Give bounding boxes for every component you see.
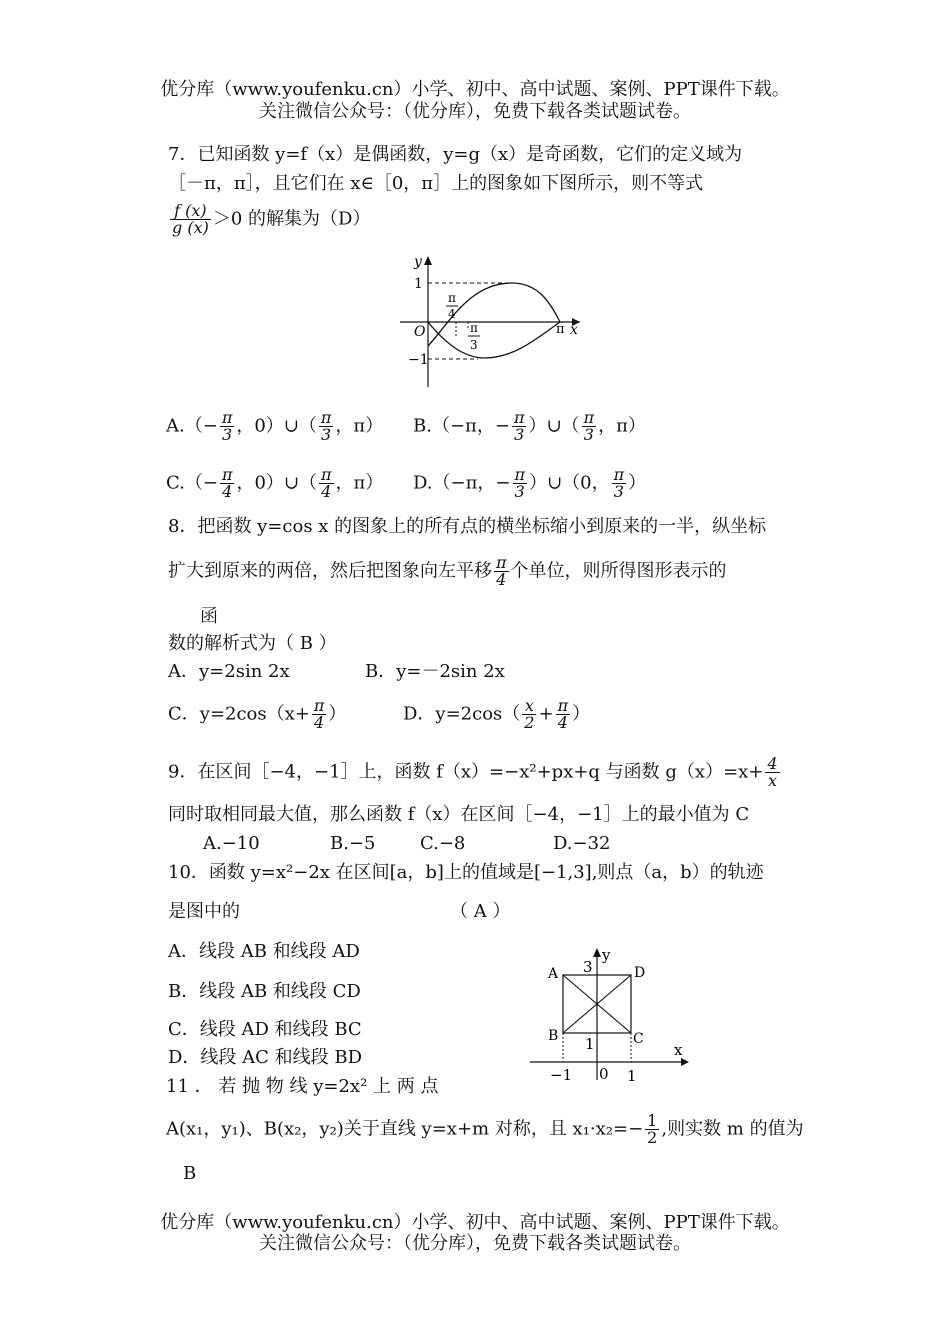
q7-function-graph xyxy=(390,252,590,392)
graph-neg-one-label: −1 xyxy=(408,352,429,368)
q9-option-a: A.−10 xyxy=(203,833,260,854)
q10-square-graph xyxy=(525,945,695,1085)
curve-f xyxy=(428,322,560,358)
sq-one-x-label: 1 xyxy=(627,1067,637,1085)
header-line-1: 优分库（www.youfenku.cn）小学、初中、高中试题、案例、PPT课件下载。 xyxy=(160,79,790,100)
q10-option-b: B．线段 AB 和线段 CD xyxy=(168,981,361,1002)
sq-neg-one-label: −1 xyxy=(550,1066,573,1084)
q10-option-a: A．线段 AB 和线段 AD xyxy=(168,941,360,962)
q7-option-d: D.（−π，− $\frac{\pi}{3}$ ）∪（0， $\frac{\pi}{3}$ ） xyxy=(413,465,647,501)
graph-pi-label: π xyxy=(556,322,565,337)
q7-fraction: $\frac{f (x)}{g (x)}$ xyxy=(172,201,209,237)
footer-line-1: 优分库（www.youfenku.cn）小学、初中、高中试题、案例、PPT课件下载。 xyxy=(160,1212,790,1233)
sq-one-label: 1 xyxy=(585,1035,595,1053)
q8-line-1: 8．把函数 y=cos x 的图象上的所有点的横坐标缩小到原来的一半，纵坐标 xyxy=(168,516,767,537)
q10-line-1: 10．函数 y=x²−2x 在区间[a，b]上的值域是[−1,3],则点（a，b）的轨迹 xyxy=(168,862,764,883)
sq-zero-label: 0 xyxy=(599,1065,609,1083)
q10-answer: （ A ） xyxy=(450,901,511,922)
q9-option-c: C.−8 xyxy=(420,833,466,854)
q11-line-1: 11 ． 若 抛 物 线 y=2x² 上 两 点 xyxy=(166,1076,439,1097)
graph-pi4-den: 4 xyxy=(448,307,456,321)
q9-option-b: B.−5 xyxy=(330,833,376,854)
sq-d-label: D xyxy=(634,965,646,981)
q7-option-b: B.（−π，− $\frac{\pi}{3}$ ）∪（ $\frac{\pi}{3}$ ，π） xyxy=(413,408,646,444)
graph-x-label: x xyxy=(570,322,578,338)
q9-line-1: 9．在区间［−4，−1］上，函数 f（x）=−x²+px+q 与函数 g（x）=x+ $\frac{4}{x}$ xyxy=(168,754,778,790)
q7-line-3: $\frac{f (x)}{g (x)}$ ＞0 的解集为（D） xyxy=(172,201,371,237)
sq-c-label: C xyxy=(633,1031,644,1047)
q7-line-1: 7．已知函数 y=f（x）是偶函数，y=g（x）是奇函数，它们的定义域为 xyxy=(168,144,743,165)
q8-line-2: 扩大到原来的两倍，然后把图象向左平移 $\frac{\pi}{4}$ 个单位，则所得图形表示的 xyxy=(168,553,727,589)
graph-pi3-num: π xyxy=(470,321,478,335)
q7-line-2: ［－π，π］，且它们在 x∈［0，π］上的图象如下图所示，则不等式 xyxy=(168,173,704,194)
sq-x-label: x xyxy=(674,1041,683,1059)
graph-origin-label: O xyxy=(414,324,426,340)
q7-option-a: A.（− $\frac{\pi}{3}$ ，0）∪（ $\frac{\pi}{3}$ ，π） xyxy=(166,408,384,444)
q8-option-b: B．y=－2sin 2x xyxy=(365,661,505,682)
q8-option-c: C．y=2cos（x+ $\frac{\pi}{4}$ ） xyxy=(168,696,347,732)
q8-line-3: 函 xyxy=(200,606,218,627)
graph-pi4-num: π xyxy=(448,291,456,305)
q7-option-c: C.（− $\frac{\pi}{4}$ ，0）∪（ $\frac{\pi}{4}$ ，π） xyxy=(166,465,384,501)
header-line-2: 关注微信公众号：（优分库），免费下载各类试题试卷。 xyxy=(259,101,691,122)
q11-answer: B xyxy=(183,1163,197,1184)
q8-option-a: A．y=2sin 2x xyxy=(168,661,290,682)
graph-pi3-den: 3 xyxy=(470,338,478,352)
q10-option-c: C．线段 AD 和线段 BC xyxy=(168,1019,362,1040)
q11-line-2: A(x₁，y₁)、B(x₂，y₂)关于直线 y=x+m 对称，且 x₁·x₂=− $\frac{1}{2}$ ,则实数 m 的值为 xyxy=(166,1111,804,1147)
q10-option-d: D．线段 AC 和线段 BD xyxy=(168,1047,363,1068)
graph-one-label: 1 xyxy=(414,276,423,292)
q8-option-d: D．y=2cos（ $\frac{x}{2}$ + $\frac{\pi}{4}$ ） xyxy=(403,696,591,732)
q8-line-4: 数的解析式为（ B ） xyxy=(168,633,337,654)
sq-y-label: y xyxy=(602,946,611,964)
sq-a-label: A xyxy=(548,966,559,982)
q9-line-2: 同时取相同最大值，那么函数 f（x）在区间［−4，−1］上的最小值为 C xyxy=(168,804,750,825)
sq-b-label: B xyxy=(548,1028,559,1044)
sq-three-label: 3 xyxy=(583,958,593,976)
q9-option-d: D.−32 xyxy=(553,833,611,854)
graph-y-label: y xyxy=(414,254,422,270)
footer-line-2: 关注微信公众号：（优分库），免费下载各类试题试卷。 xyxy=(259,1233,691,1254)
q10-line-2: 是图中的 xyxy=(168,901,240,922)
